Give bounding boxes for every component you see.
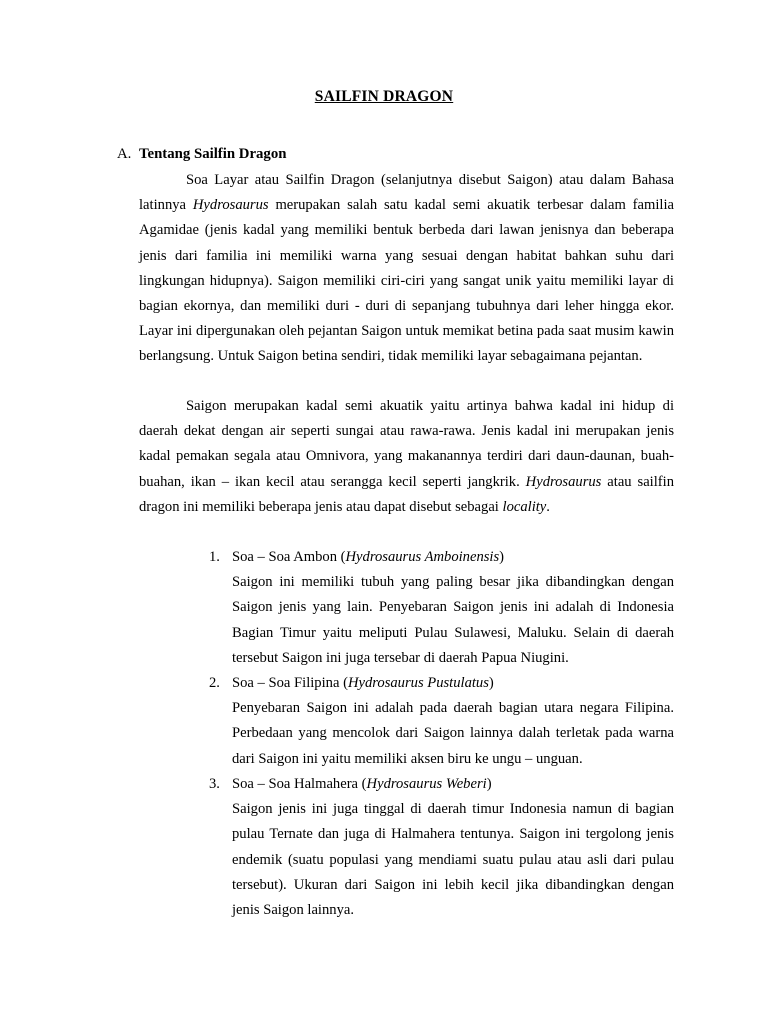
species-name: Soa – Soa Filipina (	[232, 675, 348, 691]
section-letter: A.	[117, 146, 132, 162]
paragraph-text: Soa Layar atau Sailfin Dragon (selanjutnya disebut Saigon) atau dalam Bahasa latinnya	[139, 172, 674, 214]
paragraph-text: atau sailfin dragon ini memiliki beberapa jenis atau dapat disebut sebagai	[139, 473, 674, 515]
latin-name: Hydrosaurus Amboinensis	[345, 549, 500, 565]
species-name: Soa – Soa Ambon (	[232, 549, 346, 565]
section-heading-text: Tentang Sailfin Dragon	[139, 146, 287, 162]
list-item-number: 3.	[209, 776, 220, 792]
section-heading	[117, 146, 286, 163]
paren-close: )	[488, 675, 494, 691]
term-italic: locality	[502, 498, 547, 515]
species-name: Soa – Soa Halmahera (	[232, 776, 367, 792]
paragraph-text: .	[546, 498, 550, 515]
latin-name: Hydrosaurus Weberi	[366, 776, 487, 792]
paragraph-text: Saigon merupakan kadal semi akuatik yaitu artinya bahwa kadal ini hidup di daerah dekat dengan air seperti sungai atau rawa-rawa. Jenis kadal ini merupakan jenis kadal pemakan segala atau Omnivora, yang makanannya terdiri dari daun-daunan, buah-buahan, ikan – ikan kecil atau serangga kecil seperti jangkrik.	[139, 398, 674, 490]
list-item-number: 1.	[209, 549, 220, 565]
list-item-heading	[232, 671, 494, 696]
list-item-heading	[232, 545, 504, 570]
latin-name: Hydrosaurus	[192, 197, 269, 214]
list-item-body: Penyebaran Saigon ini adalah pada daerah bagian utara negara Filipina. Perbedaan yang mencolok dari Saigon lainnya dalah terletak pada warna dari Saigon ini yaitu memiliki aksen biru ke ungu – unguan.	[232, 700, 674, 767]
list-item-body: Saigon jenis ini juga tinggal di daerah timur Indonesia namun di bagian pulau Ternate dan juga di Halmahera tentunya. Saigon ini tergolong jenis endemik (suatu populasi yang mendiami suatu pulau atau asli dari pulau tersebut). Ukuran dari Saigon ini lebih kecil jika dibandingkan dengan jenis Saigon lainnya.	[232, 801, 674, 918]
document-title: SAILFIN DRAGON	[314, 88, 454, 105]
paren-close: )	[499, 549, 505, 565]
paragraph-text: merupakan salah satu kadal semi akuatik terbesar dalam familia Agamidae (jenis kadal yang memiliki bentuk berbeda dari lawan jenisnya dan beberapa jenis dari familia ini memiliki warna yang sesuai dengan habitat bahkan suhu dari lingkungan hidupnya). Saigon memiliki ciri-ciri yang sangat unik yaitu memiliki layar di bagian ekornya, dan memiliki duri - duri di sepanjang tubuhnya dari leher hingga ekor. Layar ini dipergunakan oleh pejantan Saigon untuk memikat betina pada saat musim kawin berlangsung. Untuk Saigon betina sendiri, tidak memiliki layar sebagaimana pejantan.	[139, 197, 674, 365]
paragraph-habitat	[139, 394, 674, 520]
latin-name: Hydrosaurus	[525, 473, 602, 490]
latin-name: Hydrosaurus Pustulatus	[347, 675, 489, 691]
paren-close: )	[486, 776, 492, 792]
list-item-body: Saigon ini memiliki tubuh yang paling besar jika dibandingkan dengan Saigon jenis yang lain. Penyebaran Saigon jenis ini adalah di Indonesia Bagian Timur yaitu meliputi Pulau Sulawesi, Maluku. Selain di daerah tersebut Saigon ini juga tersebar di daerah Papua Niugini.	[232, 574, 674, 666]
list-item-number: 2.	[209, 675, 220, 691]
paragraph-intro	[139, 168, 674, 370]
list-item-heading	[232, 772, 492, 797]
